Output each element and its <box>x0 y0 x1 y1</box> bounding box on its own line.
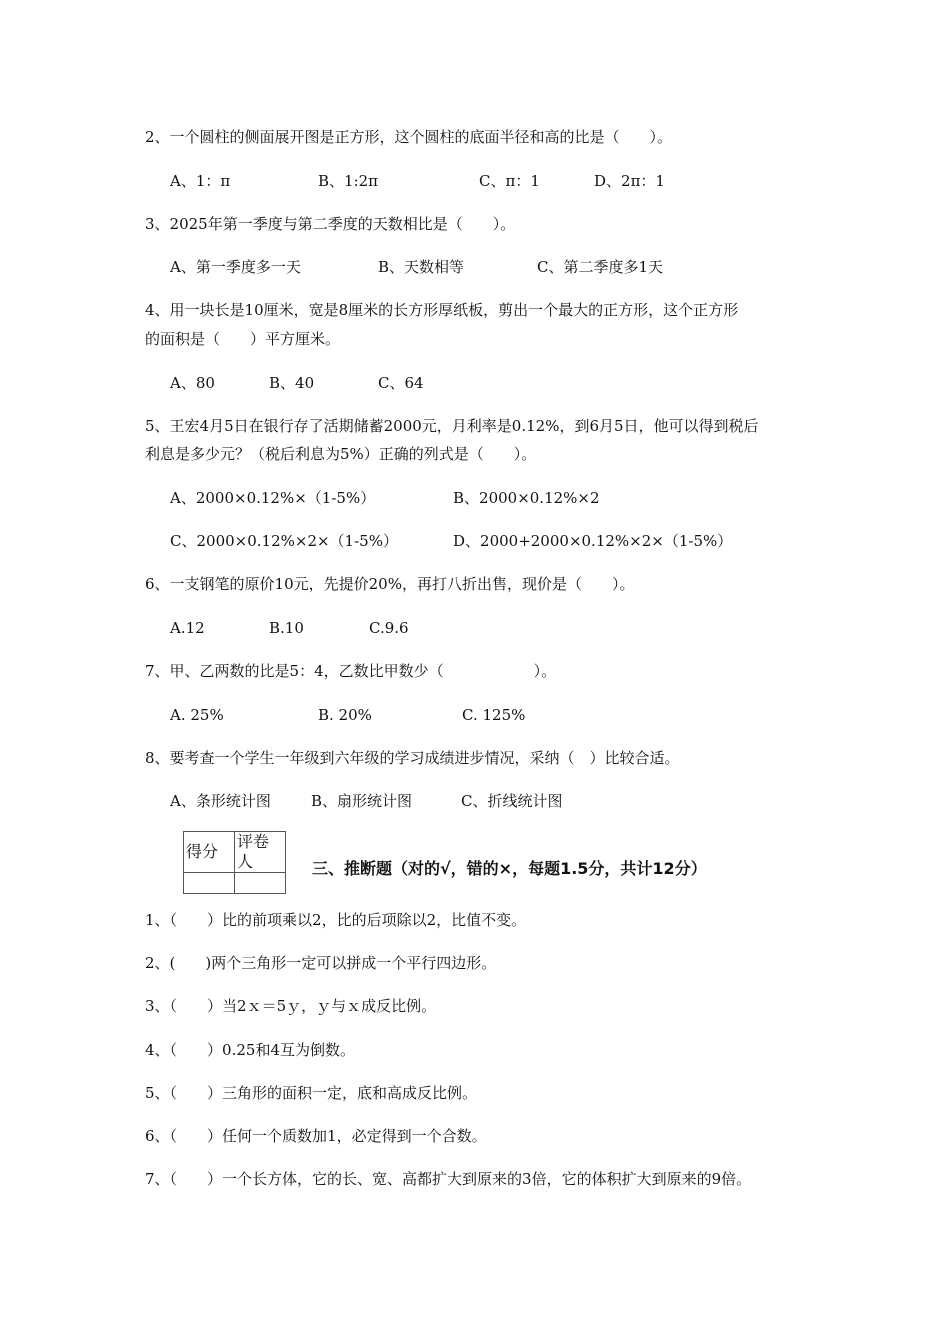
score-label: 得分 <box>184 832 235 873</box>
question-7-stem: 7、甲、乙两数的比是5：4，乙数比甲数少（ ）。 <box>145 662 557 680</box>
question-5-option-b: B、2000×0.12%×2 <box>453 489 600 507</box>
judgment-7: 7、（ ）一个长方体，它的长、宽、高都扩大到原来的3倍，它的体积扩大到原来的9倍。 <box>145 1170 752 1188</box>
question-2-option-a: A、1：π <box>170 172 231 190</box>
question-2-stem: 2、一个圆柱的侧面展开图是正方形，这个圆柱的底面半径和高的比是（ ）。 <box>145 128 673 146</box>
question-4-option-a: A、80 <box>170 374 215 392</box>
question-6-option-b: B.10 <box>269 619 304 637</box>
question-8-stem: 8、要考查一个学生一年级到六年级的学习成绩进步情况，采纳（ ）比较合适。 <box>145 749 680 767</box>
question-2-option-d: D、2π：1 <box>594 172 665 190</box>
question-7-option-b: B. 20% <box>318 706 372 724</box>
judgment-4: 4、（ ）0.25和4互为倒数。 <box>145 1041 355 1059</box>
question-5-option-a: A、2000×0.12%×（1-5%） <box>170 489 376 507</box>
question-5-stem: 5、王宏4月5日在银行存了活期储蓄2000元，月利率是0.12%，到6月5日，他可以得到税后 <box>145 417 759 435</box>
question-8-option-b: B、扇形统计图 <box>311 792 413 810</box>
question-3-option-c: C、第二季度多1天 <box>537 258 664 276</box>
question-6-stem: 6、一支钢笔的原价10元，先提价20%，再打八折出售，现价是（ ）。 <box>145 575 635 593</box>
question-2-option-b: B、1:2π <box>318 172 379 190</box>
judgment-2: 2、( )两个三角形一定可以拼成一个平行四边形。 <box>145 954 497 972</box>
question-3-stem: 3、2025年第一季度与第二季度的天数相比是（ ）。 <box>145 215 516 233</box>
score-cell <box>184 873 235 894</box>
question-6-option-c: C.9.6 <box>369 619 409 637</box>
question-2-option-c: C、π：1 <box>479 172 540 190</box>
question-8-option-c: C、折线统计图 <box>461 792 563 810</box>
question-7-option-a: A. 25% <box>170 706 224 724</box>
judgment-1: 1、（ ）比的前项乘以2，比的后项除以2，比值不变。 <box>145 911 527 929</box>
question-6-option-a: A.12 <box>170 619 205 637</box>
question-5-option-c: C、2000×0.12%×2×（1-5%） <box>170 532 398 550</box>
question-4-stem: 4、用一块长是10厘米，宽是8厘米的长方形厚纸板，剪出一个最大的正方形，这个正方形 <box>145 301 739 319</box>
question-7-option-c: C. 125% <box>462 706 526 724</box>
score-box <box>183 831 286 894</box>
question-3-option-b: B、天数相等 <box>378 258 465 276</box>
grader-label: 评卷人 <box>235 832 286 873</box>
judgment-6: 6、（ ）任何一个质数加1，必定得到一个合数。 <box>145 1127 487 1145</box>
question-4-option-b: B、40 <box>269 374 315 392</box>
judgment-5: 5、（ ）三角形的面积一定，底和高成反比例。 <box>145 1084 478 1102</box>
question-3-option-a: A、第一季度多一天 <box>170 258 301 276</box>
question-5-stem-cont: 利息是多少元？（税后利息为5%）正确的列式是（ ）。 <box>145 445 537 463</box>
section-3-title: 三、推断题（对的√，错的×，每题1.5分，共计12分） <box>312 859 707 878</box>
question-5-option-d: D、2000+2000×0.12%×2×（1-5%） <box>453 532 733 550</box>
question-8-option-a: A、条形统计图 <box>170 792 271 810</box>
question-4-option-c: C、64 <box>378 374 424 392</box>
grader-cell <box>235 873 286 894</box>
judgment-3: 3、（ ）当2ｘ＝5ｙ，ｙ与ｘ成反比例。 <box>145 997 437 1015</box>
question-4-stem-cont: 的面积是（ ）平方厘米。 <box>145 330 341 348</box>
